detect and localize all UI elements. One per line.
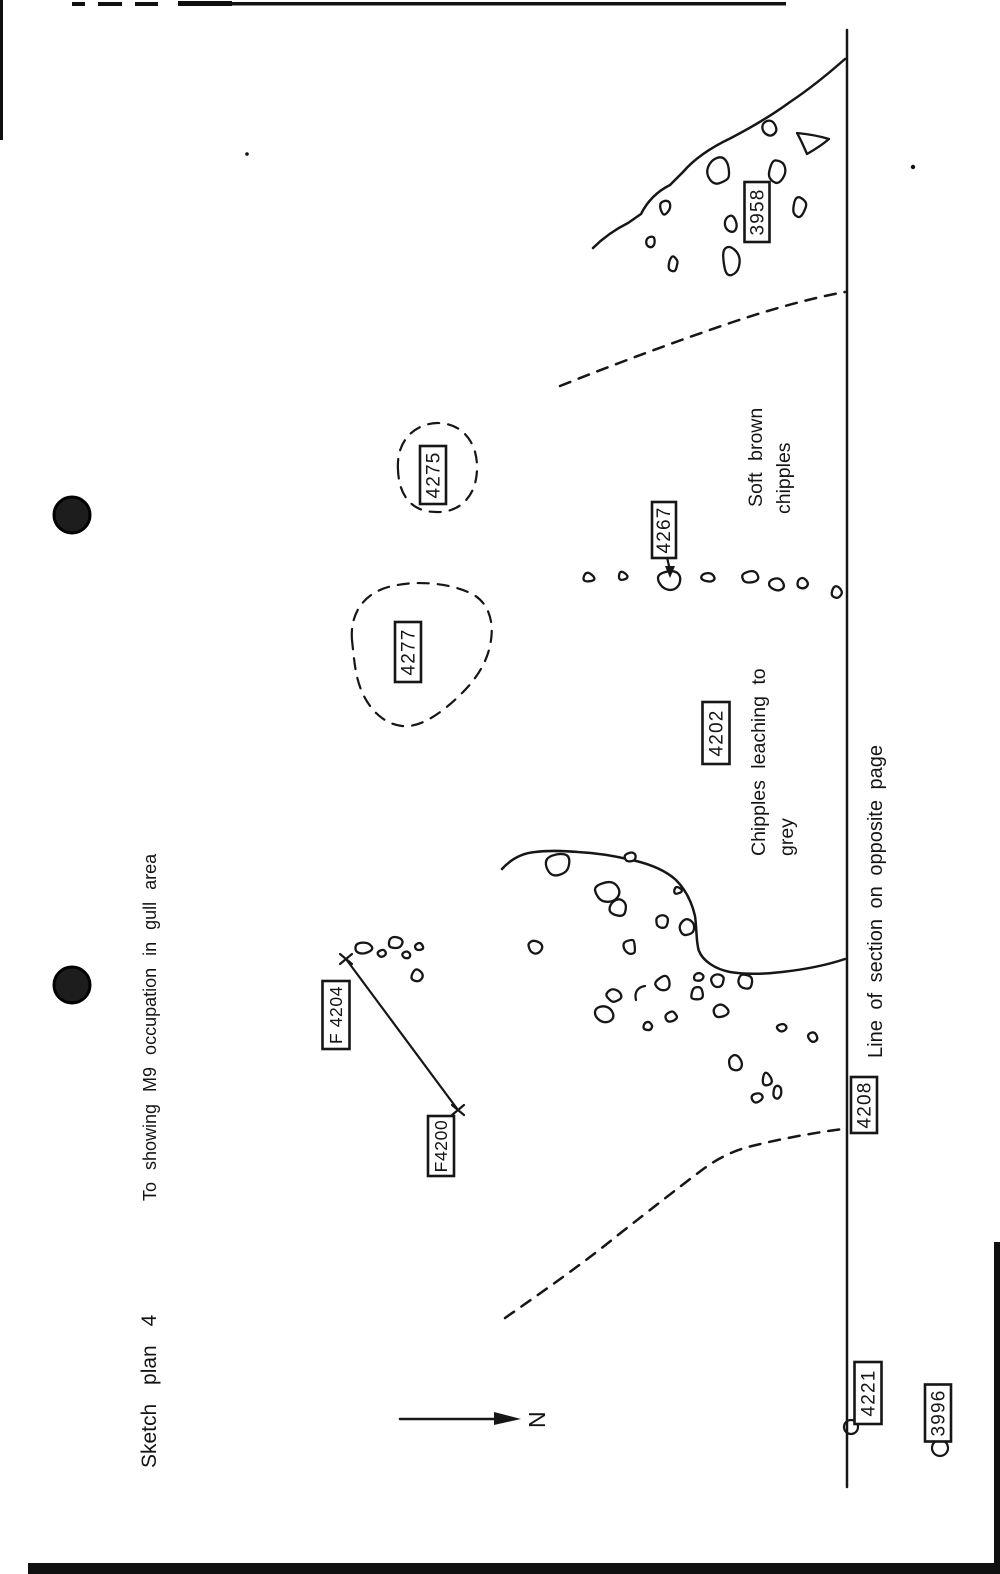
- stone: [606, 989, 621, 1002]
- stone: [729, 1055, 742, 1070]
- punch-hole-bottom: [54, 967, 90, 1003]
- label-3958: [745, 182, 770, 242]
- stone: [644, 1022, 653, 1030]
- note-soft-brown-line2: chipples: [773, 442, 795, 514]
- label-4202-text: 4202: [706, 709, 728, 757]
- label-4275: [420, 446, 446, 504]
- stone: [674, 887, 682, 894]
- scan-edge-top-dash: [178, 1, 232, 6]
- label-f4204-text: F 4204: [326, 985, 346, 1045]
- stone: [583, 573, 594, 582]
- stone: [711, 974, 724, 987]
- stone: [625, 853, 636, 862]
- label-4202: [703, 702, 730, 764]
- stone: [769, 578, 784, 590]
- scan-edge-bottom: [28, 1563, 1000, 1574]
- x-marker: [340, 954, 352, 964]
- label-4221: [855, 1362, 882, 1424]
- stone: [773, 1086, 781, 1099]
- stone: [415, 943, 423, 950]
- label-4208-text: 4208: [854, 1081, 876, 1129]
- page-subtitle: To showing M9 occupation in gull area: [140, 853, 160, 1201]
- stone: [665, 1012, 676, 1022]
- label-4267-text: 4267: [654, 506, 675, 554]
- label-3996: [925, 1385, 951, 1442]
- stone: [646, 237, 654, 248]
- stone-concave-triangle: [797, 133, 829, 154]
- scan-speck: [911, 165, 915, 169]
- label-4277: [395, 622, 421, 682]
- stone: [595, 1006, 613, 1022]
- label-4208: [851, 1077, 877, 1133]
- scan-edge-top-line: [230, 2, 786, 6]
- stone: [595, 882, 619, 902]
- note-section-line: Line of section on opposite page: [865, 745, 887, 1058]
- stone: [669, 256, 678, 271]
- label-4277-text: 4277: [398, 628, 420, 676]
- scan-edge-top-dash: [98, 2, 122, 6]
- stone: [656, 915, 668, 928]
- stones-layer: [355, 121, 841, 1103]
- stone: [725, 216, 737, 232]
- stone: [660, 201, 670, 215]
- stone: [769, 160, 785, 183]
- stone: [763, 1073, 772, 1086]
- stone-arc: [635, 986, 645, 1000]
- label-4275-text: 4275: [423, 451, 445, 499]
- stone: [738, 975, 752, 989]
- scan-speck: [245, 152, 249, 156]
- feature-line-f4204-f4200: [340, 954, 464, 1115]
- stone: [610, 899, 626, 915]
- page-title: Sketch plan 4: [138, 1314, 161, 1468]
- north-arrow: [400, 1411, 550, 1428]
- scan-edge-right: [994, 1242, 1000, 1574]
- stone: [793, 197, 806, 217]
- punch-hole-top: [54, 497, 90, 533]
- label-f4204: [323, 981, 350, 1049]
- stone: [808, 1032, 817, 1041]
- north-arrow-head: [494, 1412, 521, 1425]
- label-f4200: [428, 1116, 454, 1176]
- stone: [723, 247, 739, 275]
- stone: [707, 157, 729, 183]
- stone: [655, 976, 669, 990]
- stone: [355, 943, 372, 954]
- stone: [694, 973, 703, 981]
- scan-edge-top-dash: [135, 2, 158, 6]
- stone: [691, 987, 703, 999]
- stone: [624, 940, 635, 954]
- scan-edge-left: [0, 0, 3, 140]
- stone: [714, 1005, 729, 1018]
- note-chipples-line2: grey: [776, 818, 798, 856]
- label-4267: [652, 502, 676, 558]
- stone: [680, 919, 694, 935]
- note-chipples-line1: Chipples leaching to: [748, 668, 770, 856]
- stone: [762, 121, 776, 136]
- stone: [701, 573, 714, 581]
- label-3958-text: 3958: [747, 188, 769, 236]
- x-marker: [452, 1105, 464, 1115]
- stone: [402, 951, 410, 958]
- stone: [389, 937, 403, 948]
- scan-edge-top-dash: [72, 2, 85, 6]
- stone: [546, 854, 569, 875]
- stone: [619, 572, 627, 580]
- stone: [752, 1093, 763, 1102]
- stone: [798, 578, 808, 588]
- stone: [777, 1024, 786, 1031]
- dashed-boundary-bottom: [505, 1129, 843, 1318]
- dashed-boundary-top: [560, 292, 845, 386]
- stone: [378, 950, 386, 957]
- label-4221-text: 4221: [858, 1369, 880, 1417]
- stone: [742, 571, 758, 582]
- north-label: N: [524, 1411, 550, 1428]
- stone: [832, 586, 842, 598]
- stone: [411, 969, 422, 981]
- stone: [528, 941, 542, 954]
- label-f4200-text: F4200: [431, 1119, 451, 1173]
- label-3996-text: 3996: [928, 1389, 950, 1437]
- note-soft-brown-line1: Soft brown: [745, 407, 767, 507]
